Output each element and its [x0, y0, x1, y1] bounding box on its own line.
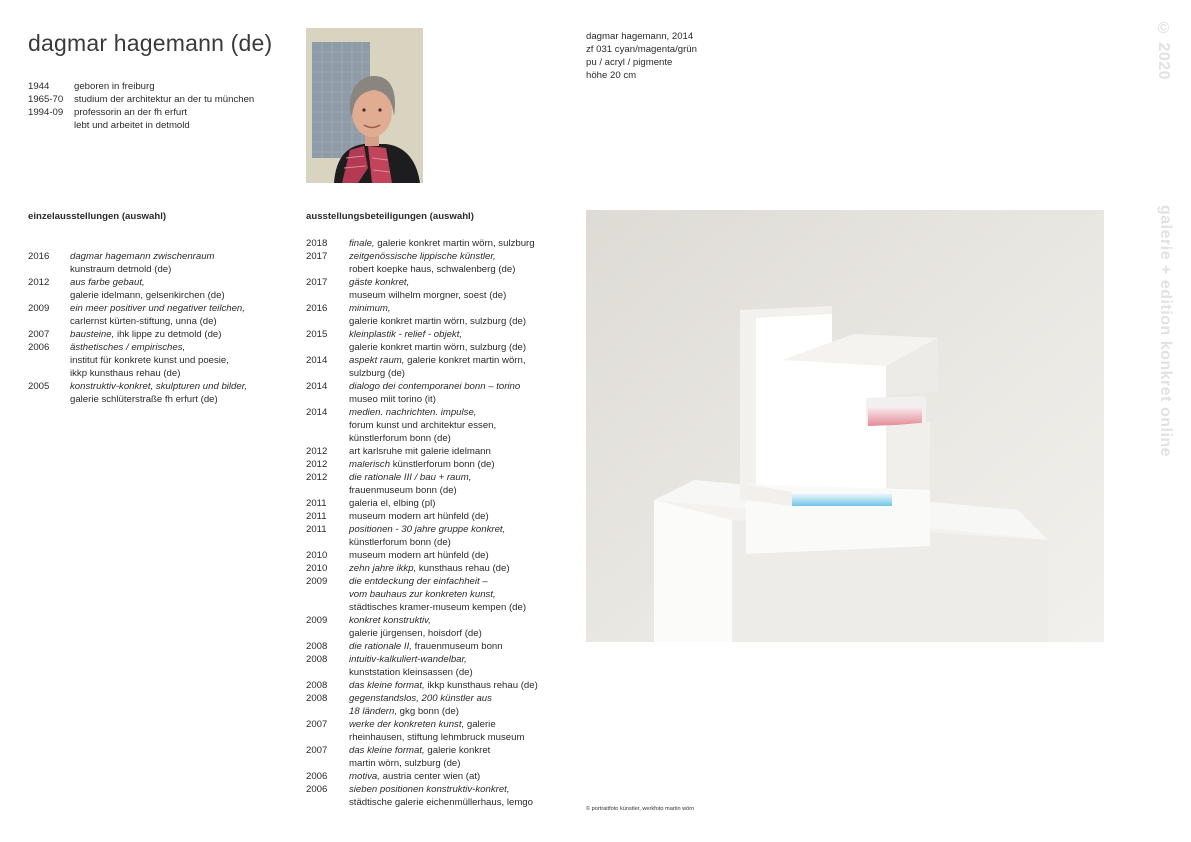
- exhibition-title: aspekt raum,: [349, 355, 405, 366]
- exhibition-line: [349, 458, 495, 471]
- exhibition-title: gegenstandslos, 200 künstler aus: [349, 693, 492, 704]
- exhibition-details: [349, 718, 524, 744]
- exhibition-year: 2012: [306, 446, 328, 457]
- exhibition-line: [349, 640, 503, 653]
- artist-bio: [28, 80, 254, 132]
- exhibition-year: 2014: [306, 381, 328, 392]
- exhibition-title: bausteine,: [70, 329, 115, 340]
- exhibition-details: [70, 250, 215, 276]
- exhibition-line: [70, 276, 225, 289]
- exhibition-entry: [306, 380, 576, 406]
- exhibition-entry: [306, 328, 576, 354]
- exhibition-year: 2016: [28, 251, 50, 262]
- exhibition-venue: museum modern art hünfeld (de): [349, 511, 489, 522]
- exhibition-year: 2010: [306, 550, 328, 561]
- exhibition-year: 2007: [28, 329, 50, 340]
- artwork-photo: [586, 210, 1104, 642]
- exhibition-details: [349, 653, 473, 679]
- exhibition-venue: ikkp kunsthaus rehau (de): [70, 368, 181, 379]
- exhibition-details: [349, 562, 510, 575]
- exhibition-entry: [28, 380, 288, 406]
- exhibition-venue: robert koepke haus, schwalenberg (de): [349, 264, 516, 275]
- exhibition-details: [349, 250, 515, 276]
- exhibition-line: [349, 718, 524, 731]
- exhibition-details: [349, 640, 503, 653]
- exhibition-details: [349, 510, 489, 523]
- exhibition-year: 2008: [306, 680, 328, 691]
- bio-text: lebt und arbeitet in detmold: [74, 120, 190, 131]
- exhibition-year: 2012: [28, 277, 50, 288]
- exhibition-title: malerisch: [349, 459, 391, 470]
- bio-year: 1944: [28, 81, 50, 92]
- exhibition-title: finale,: [349, 238, 375, 249]
- exhibition-year: 2006: [306, 784, 328, 795]
- exhibition-line: [349, 744, 490, 757]
- exhibition-title: die rationale III / bau + raum,: [349, 472, 472, 483]
- exhibition-entry: [28, 328, 288, 341]
- exhibition-entry: [306, 770, 576, 783]
- exhibition-details: [349, 445, 491, 458]
- exhibition-line: [349, 445, 491, 458]
- exhibition-venue: austria center wien (at): [379, 771, 481, 782]
- exhibition-line: [349, 406, 496, 419]
- exhibition-title: sieben positionen konstruktiv-konkret,: [349, 784, 510, 795]
- exhibition-title: minimum,: [349, 303, 391, 314]
- photo-credit: © portraitfoto künstler, werkfoto martin wörn: [586, 806, 695, 812]
- exhibition-details: [70, 341, 229, 380]
- exhibition-title: ästhetisches / empirisches,: [70, 342, 186, 353]
- exhibition-venue: galerie idelmann, gelsenkirchen (de): [70, 290, 225, 301]
- exhibition-details: [349, 302, 526, 328]
- exhibition-details: [349, 497, 435, 510]
- exhibition-title: medien. nachrichten. impulse,: [349, 407, 477, 418]
- exhibition-year: 2015: [306, 329, 328, 340]
- exhibition-year: 2009: [28, 303, 50, 314]
- exhibition-entry: [306, 692, 576, 718]
- exhibition-venue: galerie konkret martin wörn, sulzburg (de): [349, 316, 527, 327]
- exhibition-line: [349, 237, 535, 250]
- exhibition-title: konstruktiv-konkret, skulpturen und bilder,: [70, 381, 248, 392]
- exhibition-venue: künstlerforum bonn (de): [390, 459, 495, 470]
- exhibition-line: [349, 471, 471, 484]
- exhibition-title: zeitgenössische lippische künstler,: [349, 251, 496, 262]
- exhibition-line: [349, 588, 526, 601]
- exhibition-venue: kunststation kleinsassen (de): [349, 667, 473, 678]
- exhibition-title: intuitiv-kalkuliert-wandelbar,: [349, 654, 467, 665]
- bio-row: [28, 106, 254, 119]
- solo-exhibitions-heading: einzelausstellungen (auswahl): [28, 211, 167, 222]
- exhibition-entry: [306, 250, 576, 276]
- exhibition-entry: [306, 354, 576, 380]
- bio-year: [28, 119, 74, 132]
- exhibition-title: aus farbe gebaut,: [70, 277, 145, 288]
- exhibition-year: 2007: [306, 745, 328, 756]
- exhibition-details: [349, 276, 506, 302]
- work-materials: pu / acryl / pigmente: [586, 57, 673, 68]
- exhibition-line: [70, 380, 247, 393]
- exhibition-venue: institut für konkrete kunst und poesie,: [70, 355, 229, 366]
- exhibition-line: [349, 523, 505, 536]
- exhibition-entry: [306, 445, 576, 458]
- exhibition-line: [349, 705, 492, 718]
- exhibition-venue: museum modern art hünfeld (de): [349, 550, 489, 561]
- exhibition-year: 2006: [306, 771, 328, 782]
- exhibition-venue: museo miit torino (it): [349, 394, 436, 405]
- exhibition-line: [349, 497, 435, 510]
- exhibition-title: konkret konstruktiv,: [349, 615, 431, 626]
- exhibition-line: [349, 354, 526, 367]
- bio-row: [28, 80, 254, 93]
- gallery-name-text: galerie + edition konkret online: [1157, 205, 1174, 458]
- exhibition-year: 2011: [306, 524, 327, 535]
- copyright-vertical: [1142, 20, 1172, 100]
- exhibition-entry: [306, 237, 576, 250]
- bio-year: 1994-09: [28, 107, 64, 118]
- exhibition-details: [349, 380, 520, 406]
- exhibition-entry: [28, 341, 288, 380]
- exhibition-title: positionen - 30 jahre gruppe konkret,: [349, 524, 506, 535]
- bio-text: professorin an der fh erfurt: [74, 107, 188, 118]
- exhibition-title: dagmar hagemann zwischenraum: [70, 251, 215, 262]
- exhibition-year: 2012: [306, 459, 328, 470]
- exhibition-year: 2012: [306, 472, 328, 483]
- exhibition-line: [349, 380, 520, 393]
- exhibition-venue: frauenmuseum bonn (de): [349, 485, 457, 496]
- exhibition-details: [349, 471, 471, 497]
- work-dimensions: höhe 20 cm: [586, 70, 637, 81]
- exhibition-line: [349, 575, 526, 588]
- gallery-name-vertical: [1140, 205, 1174, 505]
- exhibition-entry: [306, 302, 576, 328]
- exhibition-entry: [306, 276, 576, 302]
- exhibition-line: [349, 679, 538, 692]
- exhibition-venue: sulzburg (de): [349, 368, 405, 379]
- exhibition-venue: museum wilhelm morgner, soest (de): [349, 290, 507, 301]
- exhibition-details: [349, 744, 490, 770]
- exhibition-entry: [306, 575, 576, 614]
- exhibition-title: kleinplastik - relief - objekt,: [349, 329, 463, 340]
- group-exhibitions-heading: ausstellungsbeteiligungen (auswahl): [306, 211, 474, 222]
- exhibition-venue: art karlsruhe mit galerie idelmann: [349, 446, 491, 457]
- exhibition-details: [349, 692, 492, 718]
- exhibition-title-continued: 18 ländern,: [349, 706, 398, 717]
- solo-exhibitions-list: [28, 250, 288, 406]
- exhibition-line: [349, 614, 482, 627]
- exhibition-details: [349, 549, 489, 562]
- exhibition-title: motiva,: [349, 771, 380, 782]
- exhibition-details: [70, 380, 247, 406]
- exhibition-line: [349, 653, 473, 666]
- exhibition-year: 2009: [306, 615, 328, 626]
- portrait-image: [306, 28, 423, 183]
- exhibition-title: die entdeckung der einfachheit –: [349, 576, 488, 587]
- exhibition-venue: galerie jürgensen, hoisdorf (de): [349, 628, 482, 639]
- exhibition-venue: martin wörn, sulzburg (de): [349, 758, 461, 769]
- exhibition-line: [70, 341, 229, 354]
- exhibition-details: [70, 276, 225, 302]
- exhibition-entry: [306, 497, 576, 510]
- exhibition-title: die rationale II,: [349, 641, 412, 652]
- group-exhibitions-list: [306, 237, 576, 809]
- exhibition-year: 2017: [306, 277, 328, 288]
- exhibition-venue: galerie konkret martin wörn, sulzburg (de): [349, 342, 527, 353]
- artist-title: dagmar hagemann (de): [28, 30, 273, 56]
- exhibition-title: dialogo dei contemporanei bonn – torino: [349, 381, 521, 392]
- bio-text: geboren in freiburg: [74, 81, 155, 92]
- exhibition-line: [349, 328, 526, 341]
- exhibition-entry: [28, 250, 288, 276]
- exhibition-details: [349, 783, 533, 809]
- exhibition-details: [349, 770, 480, 783]
- exhibition-year: 2014: [306, 407, 328, 418]
- exhibition-venue: rheinhausen, stiftung lehmbruck museum: [349, 732, 525, 743]
- exhibition-entry: [306, 549, 576, 562]
- exhibition-year: 2008: [306, 654, 328, 665]
- exhibition-details: [349, 328, 526, 354]
- exhibition-venue: städtische galerie eichenmüllerhaus, lemgo: [349, 797, 533, 808]
- work-title: zf 031 cyan/magenta/grün: [586, 44, 697, 55]
- exhibition-year: 2011: [306, 511, 327, 522]
- exhibition-entry: [306, 562, 576, 575]
- exhibition-details: [70, 328, 221, 341]
- exhibition-line: [349, 302, 526, 315]
- exhibition-details: [349, 575, 526, 614]
- exhibition-venue: carlernst kürten-stiftung, unna (de): [70, 316, 217, 327]
- exhibition-entry: [306, 510, 576, 523]
- exhibition-line: [349, 510, 489, 523]
- exhibition-venue: städtisches kramer-museum kempen (de): [349, 602, 527, 613]
- exhibition-title: das kleine format,: [349, 680, 425, 691]
- work-artist-year: dagmar hagemann, 2014: [586, 31, 694, 42]
- exhibition-details: [349, 614, 482, 640]
- exhibition-title-continued: vom bauhaus zur konkreten kunst,: [349, 589, 496, 600]
- exhibition-entry: [306, 718, 576, 744]
- exhibition-entry: [28, 302, 288, 328]
- exhibition-year: 2005: [28, 381, 50, 392]
- exhibition-line: [70, 328, 221, 341]
- exhibition-venue: frauenmuseum bonn: [411, 641, 503, 652]
- exhibition-line: [349, 770, 480, 783]
- exhibition-details: [349, 237, 535, 250]
- copyright-text: © 2020: [1155, 20, 1172, 81]
- exhibition-venue: galerie: [464, 719, 496, 730]
- exhibition-year: 2010: [306, 563, 328, 574]
- exhibition-line: [349, 562, 510, 575]
- exhibition-entry: [306, 458, 576, 471]
- exhibition-entry: [306, 640, 576, 653]
- exhibition-line: [349, 549, 489, 562]
- exhibition-details: [70, 302, 245, 328]
- bio-text: studium der architektur an der tu münchen: [74, 94, 255, 105]
- exhibition-entry: [28, 276, 288, 302]
- exhibition-details: [349, 679, 538, 692]
- bio-year: 1965-70: [28, 94, 64, 105]
- exhibition-title: werke der konkreten kunst,: [349, 719, 465, 730]
- exhibition-venue: forum kunst und architektur essen,: [349, 420, 497, 431]
- exhibition-line: [70, 250, 215, 263]
- work-caption: [586, 30, 697, 82]
- exhibition-entry: [306, 471, 576, 497]
- exhibition-line: [349, 276, 506, 289]
- exhibition-venue: künstlerforum bonn (de): [349, 537, 451, 548]
- bio-row: [28, 93, 254, 106]
- exhibition-entry: [306, 783, 576, 809]
- sculpture-image: [586, 210, 1104, 642]
- exhibition-year: 2017: [306, 251, 328, 262]
- exhibition-entry: [306, 653, 576, 679]
- exhibition-entry: [306, 614, 576, 640]
- exhibition-venue: galerie konkret martin wörn, sulzburg: [374, 238, 535, 249]
- exhibition-line: [349, 783, 533, 796]
- exhibition-title: gäste konkret,: [349, 277, 410, 288]
- exhibition-entry: [306, 523, 576, 549]
- exhibition-year: 2006: [28, 342, 50, 353]
- exhibition-venue: kunsthaus rehau (de): [416, 563, 510, 574]
- bio-row: [28, 119, 254, 132]
- exhibition-title: ein meer positiver und negativer teilchen,: [70, 303, 245, 314]
- artist-portrait: [306, 28, 423, 183]
- exhibition-entry: [306, 744, 576, 770]
- exhibition-line: [349, 250, 515, 263]
- exhibition-venue: gkg bonn (de): [397, 706, 459, 717]
- exhibition-venue: kunstraum detmold (de): [70, 264, 172, 275]
- exhibition-year: 2018: [306, 238, 328, 249]
- exhibition-details: [349, 354, 526, 380]
- exhibition-title: das kleine format,: [349, 745, 425, 756]
- exhibition-venue: ikkp kunsthaus rehau (de): [424, 680, 538, 691]
- exhibition-venue: galerie schlüterstraße fh erfurt (de): [70, 394, 218, 405]
- exhibition-year: 2014: [306, 355, 328, 366]
- exhibition-venue: ihk lippe zu detmold (de): [114, 329, 222, 340]
- exhibition-entry: [306, 406, 576, 445]
- exhibition-year: 2008: [306, 641, 328, 652]
- exhibition-venue: galerie konkret martin wörn,: [404, 355, 526, 366]
- exhibition-details: [349, 406, 496, 445]
- exhibition-year: 2009: [306, 576, 328, 587]
- exhibition-venue: galerie konkret: [424, 745, 491, 756]
- exhibition-year: 2007: [306, 719, 328, 730]
- exhibition-year: 2011: [306, 498, 327, 509]
- exhibition-line: [349, 692, 492, 705]
- exhibition-venue: künstlerforum bonn (de): [349, 433, 451, 444]
- exhibition-details: [349, 523, 505, 549]
- exhibition-details: [349, 458, 495, 471]
- exhibition-entry: [306, 679, 576, 692]
- exhibition-title: zehn jahre ikkp,: [349, 563, 417, 574]
- exhibition-year: 2008: [306, 693, 328, 704]
- exhibition-venue: galeria el, elbing (pl): [349, 498, 436, 509]
- exhibition-line: [70, 302, 245, 315]
- exhibition-year: 2016: [306, 303, 328, 314]
